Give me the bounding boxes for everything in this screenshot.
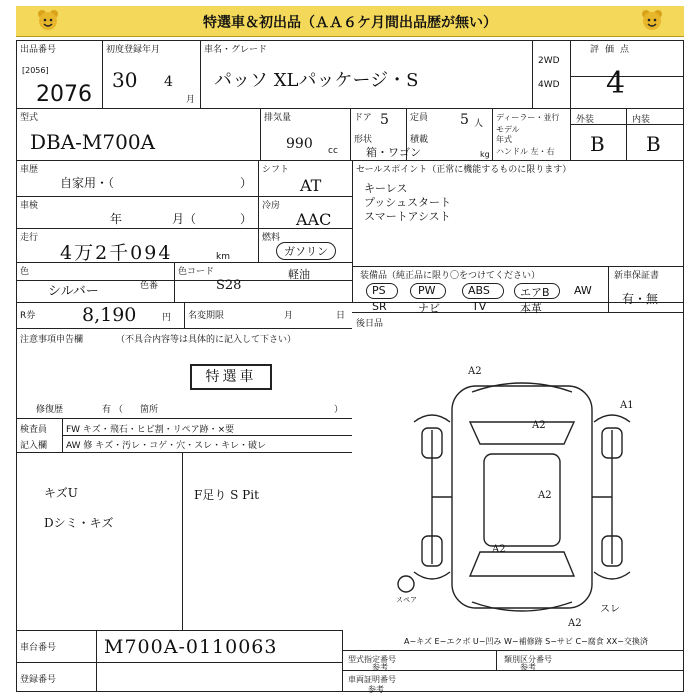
mileage-label: 走行 — [20, 233, 39, 243]
equip-airbag: エアB — [520, 286, 550, 299]
header-banner — [16, 6, 684, 37]
damage-legend: A−キズ E−エクボ U−凹み W−補修跡 S−サビ C−腐食 XX−交換済 — [404, 637, 648, 646]
equip-tv: TV — [472, 300, 487, 313]
damage-mark: スレ — [600, 604, 620, 615]
ac-label: 冷房 — [262, 201, 281, 211]
dealer-model-label: モデル — [496, 125, 520, 134]
lot-number: 2076 — [36, 82, 92, 107]
displacement-unit: cc — [328, 146, 338, 156]
chassis-label: 車台番号 — [20, 643, 57, 653]
later-items-label: 後日品 — [356, 319, 384, 329]
registration-label: 登録番号 — [20, 675, 57, 685]
shift-label: シフト — [262, 165, 290, 175]
recycle-unit: 円 — [162, 313, 172, 323]
lot-number-small: [2056] — [22, 66, 49, 75]
load-label: 積載 — [410, 135, 429, 145]
inspection-label: 車検 — [20, 201, 39, 211]
car-damage-diagram — [392, 362, 656, 632]
handwritten-note-2: Dシミ・キズ — [44, 516, 114, 530]
recycle-label: R券 — [20, 311, 36, 321]
equip-sr: SR — [372, 300, 387, 313]
notes-sub: （不具合内容等は具体的に記入して下さい） — [116, 335, 297, 345]
drive-2wd: 2WD — [538, 56, 560, 66]
color-number-label: 色番 — [140, 281, 159, 291]
first-registration-year: 30 — [112, 68, 138, 92]
equip-navi: ナビ — [418, 302, 440, 315]
equip-ps: PS — [372, 284, 386, 297]
sales-point-3: スマートアシスト — [364, 210, 451, 223]
form-value: 箱・ワゴン — [366, 146, 421, 159]
color-label: 色 — [20, 267, 30, 277]
model-label: 型式 — [20, 113, 39, 123]
inspection-close: ） — [240, 212, 253, 226]
equip-abs: ABS — [468, 284, 490, 297]
form-label: 形状 — [354, 135, 373, 145]
handwritten-note-1: キズU — [44, 486, 78, 500]
repair-history-close: ） — [334, 405, 344, 415]
equip-leather: 本革 — [520, 302, 542, 315]
color-value: シルバー — [48, 284, 99, 299]
inspector-row-1: FW キズ・飛石・ヒビ割・リペア跡・×要 — [66, 425, 235, 435]
score-value: 4 — [606, 66, 626, 101]
sales-point-1: キーレス — [364, 182, 408, 195]
model-value: DBA-M700A — [30, 130, 156, 154]
bear-mascot-icon — [640, 8, 664, 32]
ac-value: AAC — [296, 210, 332, 229]
entry-label: 記入欄 — [20, 441, 48, 451]
page-title: 特選車＆初出品（ＡＡ６ケ月間出品歴が無い） — [203, 15, 497, 31]
displacement-label: 排気量 — [264, 113, 292, 123]
capacity-unit: 人 — [474, 119, 484, 129]
warranty-value: 有・無 — [622, 292, 659, 306]
sales-points-label: セールスポイント（正常に機能するものに限ります） — [356, 165, 572, 175]
score-label: 評価点 — [590, 45, 636, 55]
handle-label: ハンドル 左・右 — [496, 147, 555, 156]
damage-mark: A2 — [492, 544, 506, 555]
inspector-label: 検査員 — [20, 425, 48, 435]
interior-label: 内装 — [632, 115, 651, 125]
repair-history-value: 有 （ — [102, 405, 123, 415]
lot-number-label: 出品番号 — [20, 45, 57, 55]
damage-mark: A1 — [620, 400, 634, 411]
spare-label: スペア — [396, 596, 417, 604]
drive-4wd: 4WD — [538, 80, 560, 90]
type-designation-label: 型式指定番号 — [348, 655, 396, 664]
category-value: 自家用・（ — [60, 176, 115, 190]
sales-point-2: プッシュスタート — [364, 196, 452, 209]
name-change-label: 名変期限 — [188, 311, 225, 321]
equipment-label: 装備品（純正品に限り〇をつけてください） — [360, 271, 541, 281]
mileage-value: 4万2千094 — [60, 242, 173, 264]
vehicle-cert-ref: 参考 — [368, 685, 384, 694]
equip-pw: PW — [418, 284, 436, 297]
color-code: S28 — [216, 278, 242, 293]
mileage-unit: km — [216, 252, 230, 262]
inspector-row-2: AW 修 キズ・汚レ・コゲ・穴・スレ・キレ・破レ — [66, 441, 267, 451]
vehicle-name-label: 車名・グレード — [204, 45, 268, 55]
recycle-value: 8,190 — [82, 304, 137, 326]
exterior-label: 外装 — [576, 115, 595, 125]
first-registration-label: 初度登録年月 — [106, 45, 161, 55]
damage-mark: A2 — [468, 366, 482, 377]
type-designation-ref: 参考 — [372, 663, 388, 672]
capacity-label: 定員 — [410, 113, 429, 123]
category-label: 車歴 — [20, 165, 39, 175]
capacity-value: 5 — [460, 112, 469, 128]
damage-mark: A2 — [538, 490, 552, 501]
inspection-month-unit: 月（ — [172, 212, 197, 226]
displacement-value: 990 — [286, 136, 313, 152]
fuel-diesel: 軽油 — [288, 268, 310, 281]
repair-history-label: 修復歴 — [36, 405, 64, 415]
vehicle-name: パッソ XLパッケージ・S — [214, 70, 419, 91]
special-selection-stamp: 特選車 — [190, 364, 272, 390]
month-unit: 月 — [186, 95, 196, 105]
category-class-ref: 参考 — [520, 663, 536, 672]
dealer-label: ディーラー・並行 — [496, 113, 560, 122]
doors-value: 5 — [380, 112, 389, 128]
doors-label: ドア — [354, 113, 372, 123]
exterior-grade: B — [590, 132, 605, 156]
first-registration-month: 4 — [164, 74, 173, 90]
category-close: ） — [240, 176, 253, 190]
inspection-year-unit: 年 — [110, 212, 123, 226]
fuel-label: 燃料 — [262, 233, 281, 243]
repair-history-unit: 箇所 — [140, 405, 159, 415]
name-change-month: 月 — [284, 311, 294, 321]
chassis-number: M700A-0110063 — [104, 636, 278, 658]
damage-mark: A2 — [568, 618, 582, 629]
interior-grade: B — [646, 132, 661, 156]
fuel-gas: ガソリン — [284, 245, 328, 258]
dealer-year-label: 年式 — [496, 135, 512, 144]
load-unit: kg — [480, 150, 490, 159]
damage-mark: A2 — [532, 420, 546, 431]
handwritten-note-3: F足り S Pit — [194, 488, 259, 502]
category-class-label: 類別区分番号 — [504, 655, 552, 664]
vehicle-cert-label: 車両証明番号 — [348, 675, 396, 684]
shift-value: AT — [300, 176, 322, 195]
warranty-label: 新車保証書 — [614, 271, 660, 281]
equip-aw: AW — [574, 284, 592, 297]
name-change-day: 日 — [336, 311, 346, 321]
notes-label: 注意事項申告欄 — [20, 335, 84, 345]
color-code-label: 色コード — [178, 267, 215, 277]
